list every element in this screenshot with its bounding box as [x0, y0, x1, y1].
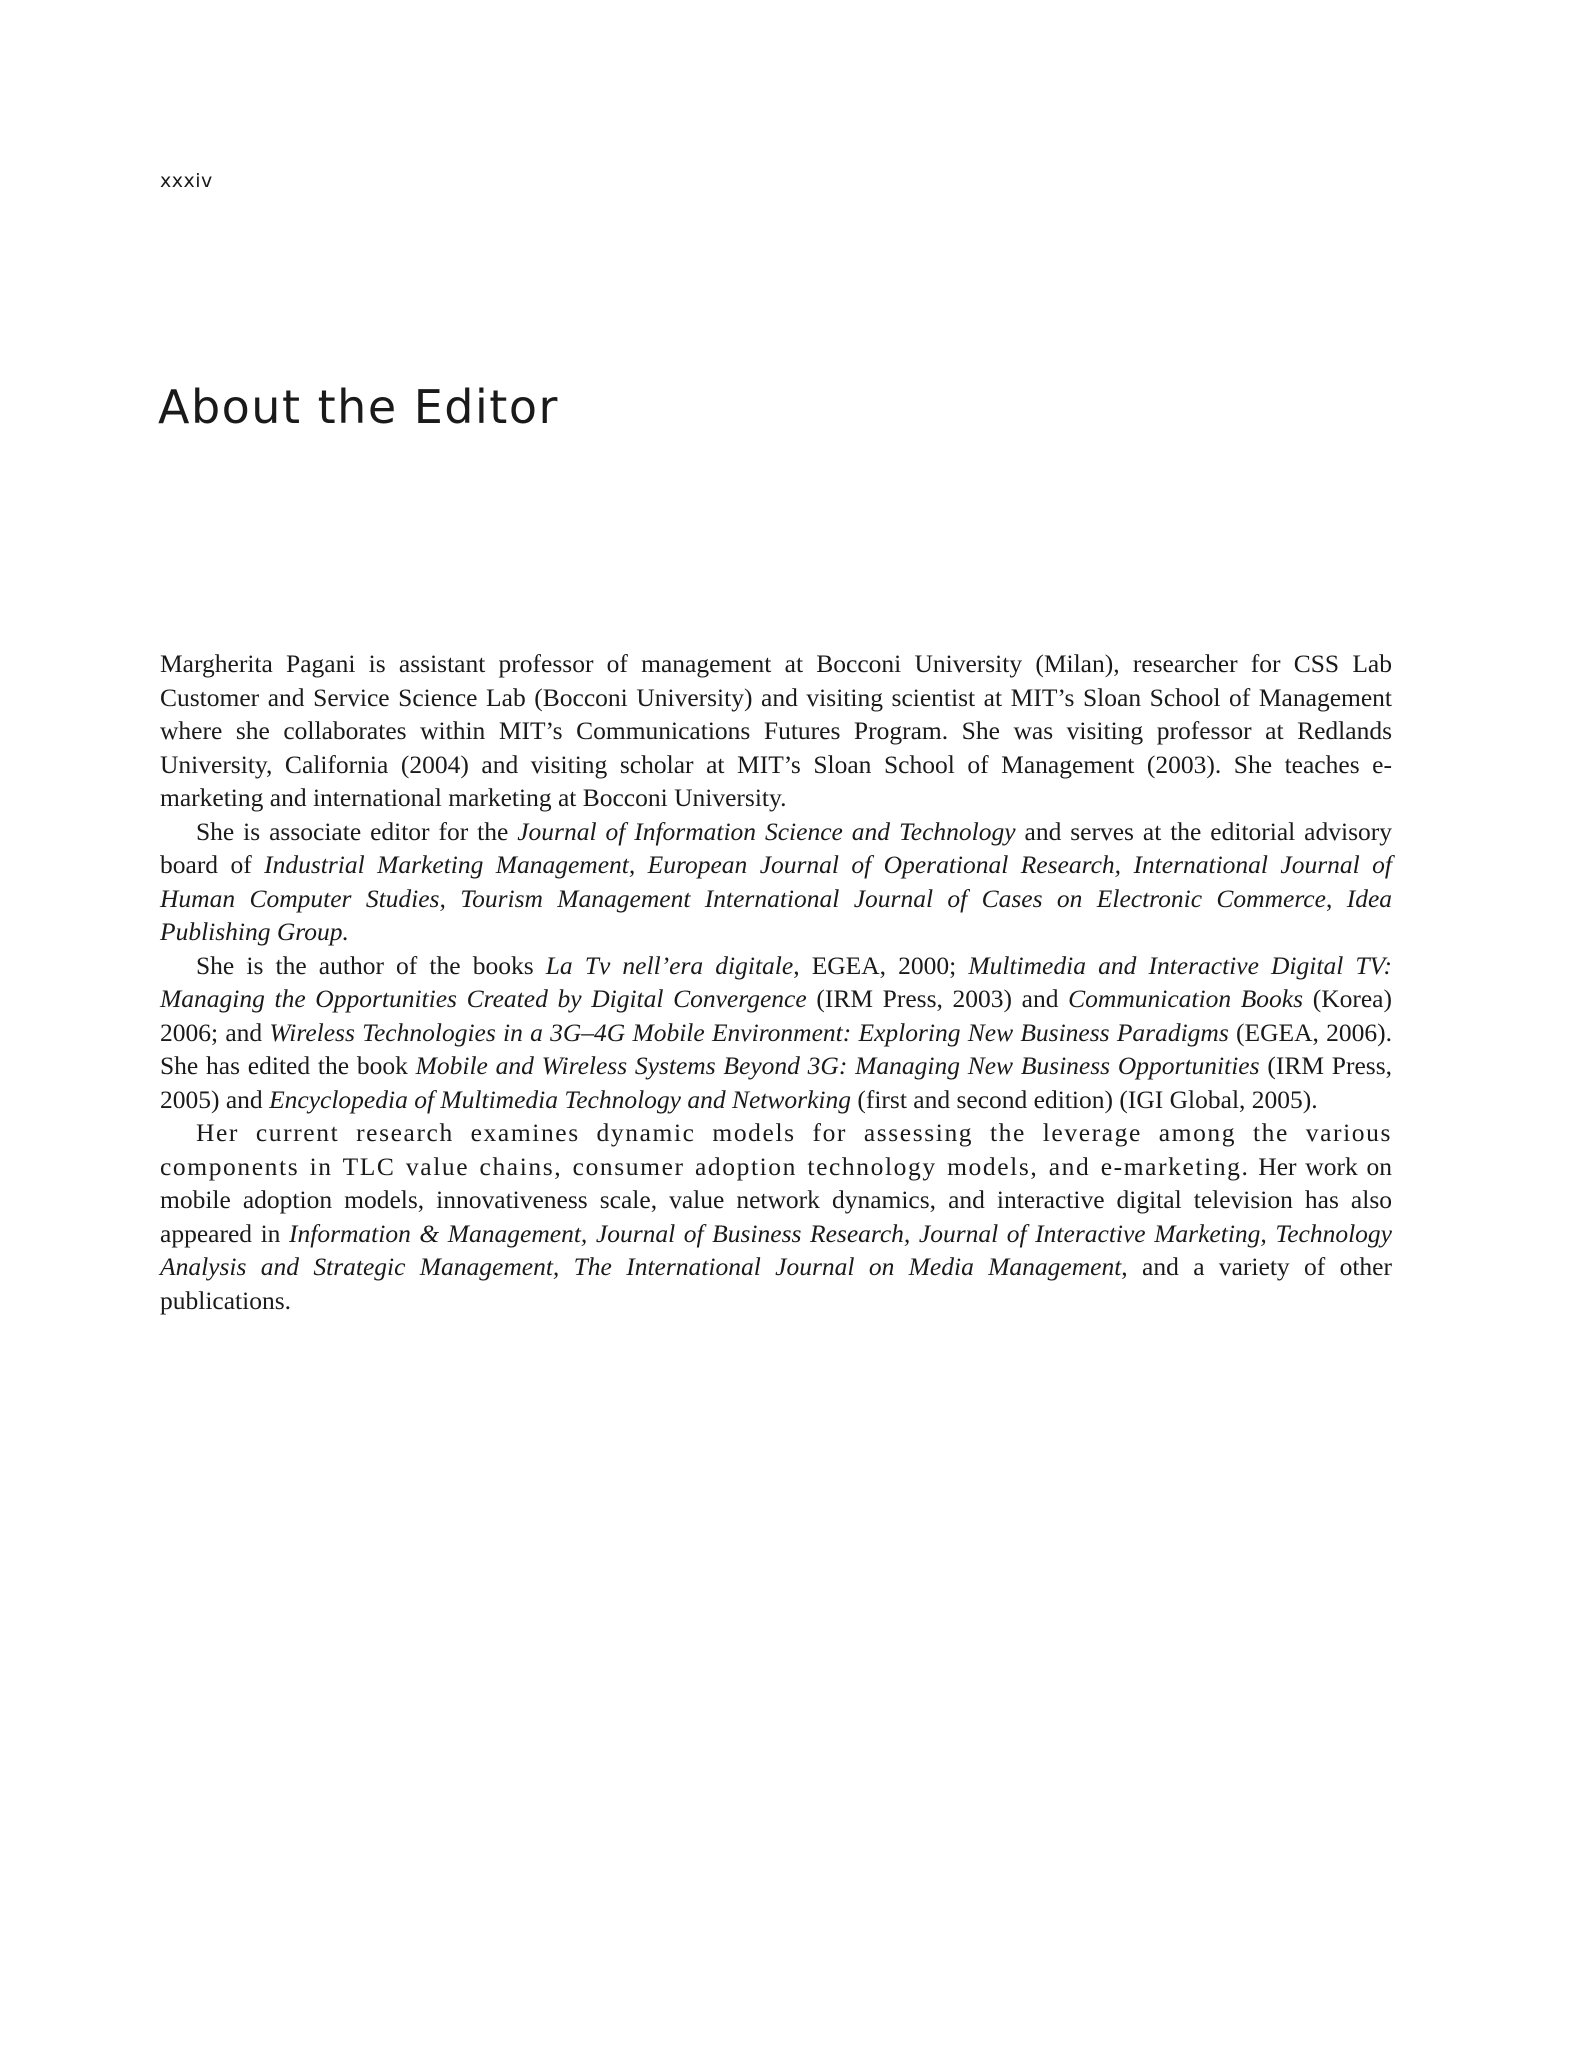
editor-bio: [160, 647, 1392, 1317]
page-title: About the Editor: [158, 380, 559, 434]
journal-list: Information & Management, Journal of Business Research, Journal of Interactive Marketing, Technology Analysis and Strategic Management, The International Journal on Media Management: [160, 1218, 1392, 1281]
text-segment: (EGEA, 2006). She has edited the book: [160, 1017, 1392, 1080]
bio-paragraph-4: [160, 1116, 1392, 1317]
journal-title: Journal of Information Science and Technology: [517, 816, 1016, 846]
text-segment: , and a variety of other publications.: [160, 1252, 1392, 1315]
bio-paragraph-2: [160, 815, 1392, 949]
text-segment: (IRM Press, 2003) and: [806, 984, 1069, 1013]
text-segment: She is associate editor for the: [196, 816, 518, 846]
text-segment: (IRM Press, 2005) and: [160, 1051, 1392, 1114]
text-segment: and serves at the editorial advisory board of: [160, 816, 1393, 879]
page-number: xxxiv: [160, 170, 213, 192]
text-segment: (Korea) 2006; and: [160, 984, 1392, 1047]
book-title: La Tv nell’era digitale: [545, 950, 794, 980]
publisher-name: Idea Publishing Group.: [160, 883, 1393, 946]
bio-paragraph-3: [160, 949, 1392, 1117]
book-title: Encyclopedia of Multimedia Technology and Networking: [269, 1084, 851, 1114]
text-segment: , EGEA, 2000;: [793, 950, 969, 980]
book-title: Communication Books: [1068, 984, 1304, 1013]
text-segment: (first and second edition) (IGI Global, 2005).: [850, 1084, 1318, 1114]
text-segment: ,: [1325, 883, 1347, 913]
text-segment: Her work on mobile adoption models, innovativeness scale, value network dynamics, and interactive digital television has also appeared in: [160, 1151, 1392, 1248]
book-title: Multimedia and Interactive Digital TV: Managing the Opportunities Created by Digital Convergence: [160, 950, 1392, 1013]
text-segment: She is the author of the books: [196, 950, 546, 980]
journal-list: Industrial Marketing Management, European Journal of Operational Research, International Journal of Human Computer Studies, Tourism Management International Journal of Cases on Electronic Commerce: [160, 850, 1392, 913]
text-segment: Her current research examines dynamic models for assessing the leverage among the various components in TLC value chains, consumer adoption technology models, and e-marketing.: [160, 1118, 1392, 1181]
book-title: Wireless Technologies in a 3G–4G Mobile Environment: Exploring New Business Paradigms: [269, 1017, 1229, 1047]
bio-paragraph-1: Margherita Pagani is assistant professor of management at Bocconi University (Milan), researcher for CSS Lab Customer and Service Science Lab (Bocconi University) and visiting scientist at MIT’s Sloan School of Management where she collaborates within MIT’s Communications Futures Program. She was visiting professor at Redlands University, California (2004) and visiting scholar at MIT’s Sloan School of Management (2003). She teaches e-marketing and international marketing at Bocconi University.: [160, 649, 1392, 812]
book-title: Mobile and Wireless Systems Beyond 3G: Managing New Business Opportunities: [415, 1051, 1260, 1080]
